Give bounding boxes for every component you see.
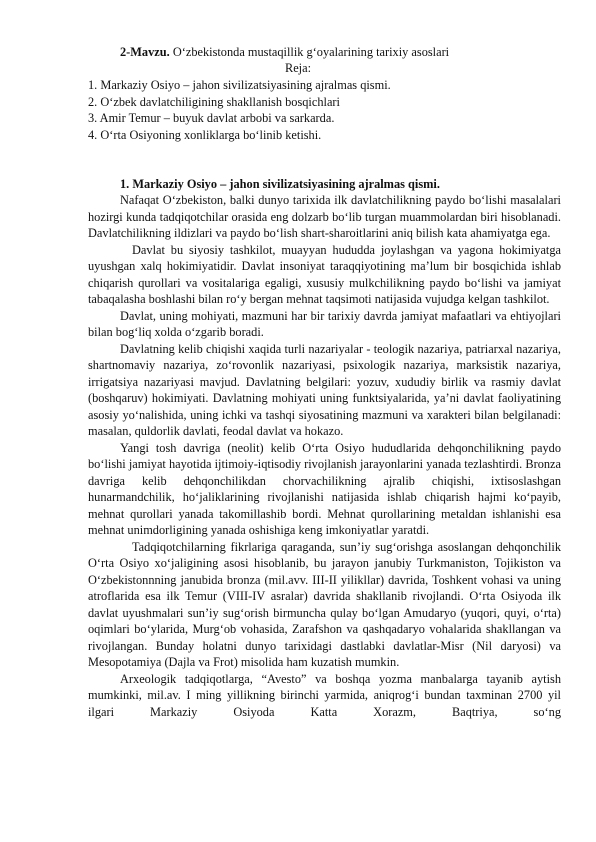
paragraph: Davlat, uning mohiyati, mazmuni har bir tarixiy davrda jamiyat mafaatlari va ehtiyojlari bilan bog‘liq xolda o‘zgarib boradi. <box>88 308 561 339</box>
paragraph: Davlatning kelib chiqishi xaqida turli nazariyalar - teologik nazariya, patriarxal nazariya, shartnomaviy nazariya, zo‘rovonlik nazariyasi, psixologik nazariya, marksistik nazariya, irrigatsiya nazariyasi mavjud. Davlatning belgilari: yozuv, xududiy birlik va rasmiy davlat (boshqaruv) hokimiyati. Davlatning mohiyati uning funktsiyalarida, ya’ni davlat faoliyatining asosiy yo‘nalishida, uning ichki va tashqi siyosatining mazmuni va xarakteri bilan belgilanadi: masalan, quldorlik davlati, feodal davlat va hokazo. <box>88 341 561 438</box>
plan-label: Reja: <box>284 61 312 75</box>
topic-label: 2-Mavzu. <box>120 45 170 59</box>
plan-item: 1. Markaziy Osiyo – jahon sivilizatsiyasining ajralmas qismi. <box>88 78 391 92</box>
paragraph: Tadqiqotchilarning fikrlariga qaraganda, sun’iy sug‘orishga asoslangan dehqonchilik O‘rta Osiyo xo‘jaligining asosi hisoblanib, bu jarayon janubiy Turkmaniston, Tojikiston va O‘zbekistonnning janubida bronza (mil.avv. III-II yilikllar) davrida, Toshkent vohasi va uning atroflarida esa ilk Temur (VIII-IV asralar) davrida shakllanib rivojlandi. O‘rta Osiyoda ilk davlat uyushmalari sun’iy sug‘orish birmuncha qulay bo‘lgan Amudaryo (yuqori, quyi, o‘rta) oqimlari bo‘ylarida, Murg‘ob vohasida, Zarafshon va qashqadaryo vohalarida shakllangan va rivojlangan. Bunday holatni dunyo tarixidagi dastlabki davlatlar-Misr (Nil daryosi) va Mesopotamiya (Dajla va Frot) misolida ham kuzatish mumkin. <box>88 539 561 669</box>
section-heading: 1. Markaziy Osiyo – jahon sivilizatsiyasining ajralmas qismi. <box>120 177 440 191</box>
paragraph: Arxeologik tadqiqotlarga, “Avesto” va boshqa yozma manbalarga tayanib aytish mumkinki, mil.av. I ming yillikning birinchi yarmida, aniqrog‘i bundan taxminan 2700 yil ilgari Markaziy Osiyoda Katta Xorazm, Baqtriya, so‘ng <box>88 671 561 719</box>
body-text <box>88 192 561 720</box>
plan-item: 2. O‘zbek davlatchiligining shakllanish bosqichlari <box>88 94 340 109</box>
topic-title: O‘zbekistonda mustaqillik g‘oyalarining tarixiy asoslari <box>172 45 450 59</box>
plan-item: 4. O‘rta Osiyoning xonliklarga bo‘linib ketishi. <box>88 127 322 142</box>
paragraph: Yangi tosh davriga (neolit) kelib O‘rta Osiyo hududlarida dehqonchilikning paydo bo‘lishi jamiyat hayotida ijtimoiy-iqtisodiy rivojlanish jarayonlarini yanada tezlashtirdi. Bronza davriga kelib dehqonchilikdan chorvachilikning ajralib chiqishi, ixtisoslashgan hunarmandchilik, ho‘jaliklarining rivojlanishi natijasida ishlab chiqarish hajmi ko‘payib, mehnat qurollari yanada takomillashib bordi. Mehnat qurollarining metaldan ishlanishi esa mehnat unimdorligining yanada oshishiga keng imkoniyatlar yaratdi. <box>88 440 561 537</box>
topic-title-line <box>120 44 449 61</box>
plan-list <box>88 77 391 143</box>
plan-item: 3. Amir Temur – buyuk davlat arbobi va sarkarda. <box>88 111 335 125</box>
paragraph: Davlat bu siyosiy tashkilot, muayyan hududda joylashgan va yagona hokimiyatga uyushgan xalq hokimiyatidir. Davlat insoniyat taraqqiyotining ma’lum bir bosqichida ishlab chiqarish qurollari va vositalariga egaligi, xususiy mulkchilikning paydo bo‘lishi va jamiyat tabaqalasha boshlashi bilan ro‘y bergan mehnat taqsimoti natijasida vujudga kelgan tashkilot. <box>88 242 561 306</box>
paragraph: Nafaqat O‘zbekiston, balki dunyo tarixida ilk davlatchilikning paydo bo‘lishi masalalari hozirgi kunda tadqiqotchilar orasida eng dolzarb bo‘lib turgan muammolardan biri hisoblanadi. Davlatchilikning ildizlari va paydo bo‘lish shart-sharoitlarini aniq bilish kata ahamiyatga ega. <box>88 193 561 240</box>
